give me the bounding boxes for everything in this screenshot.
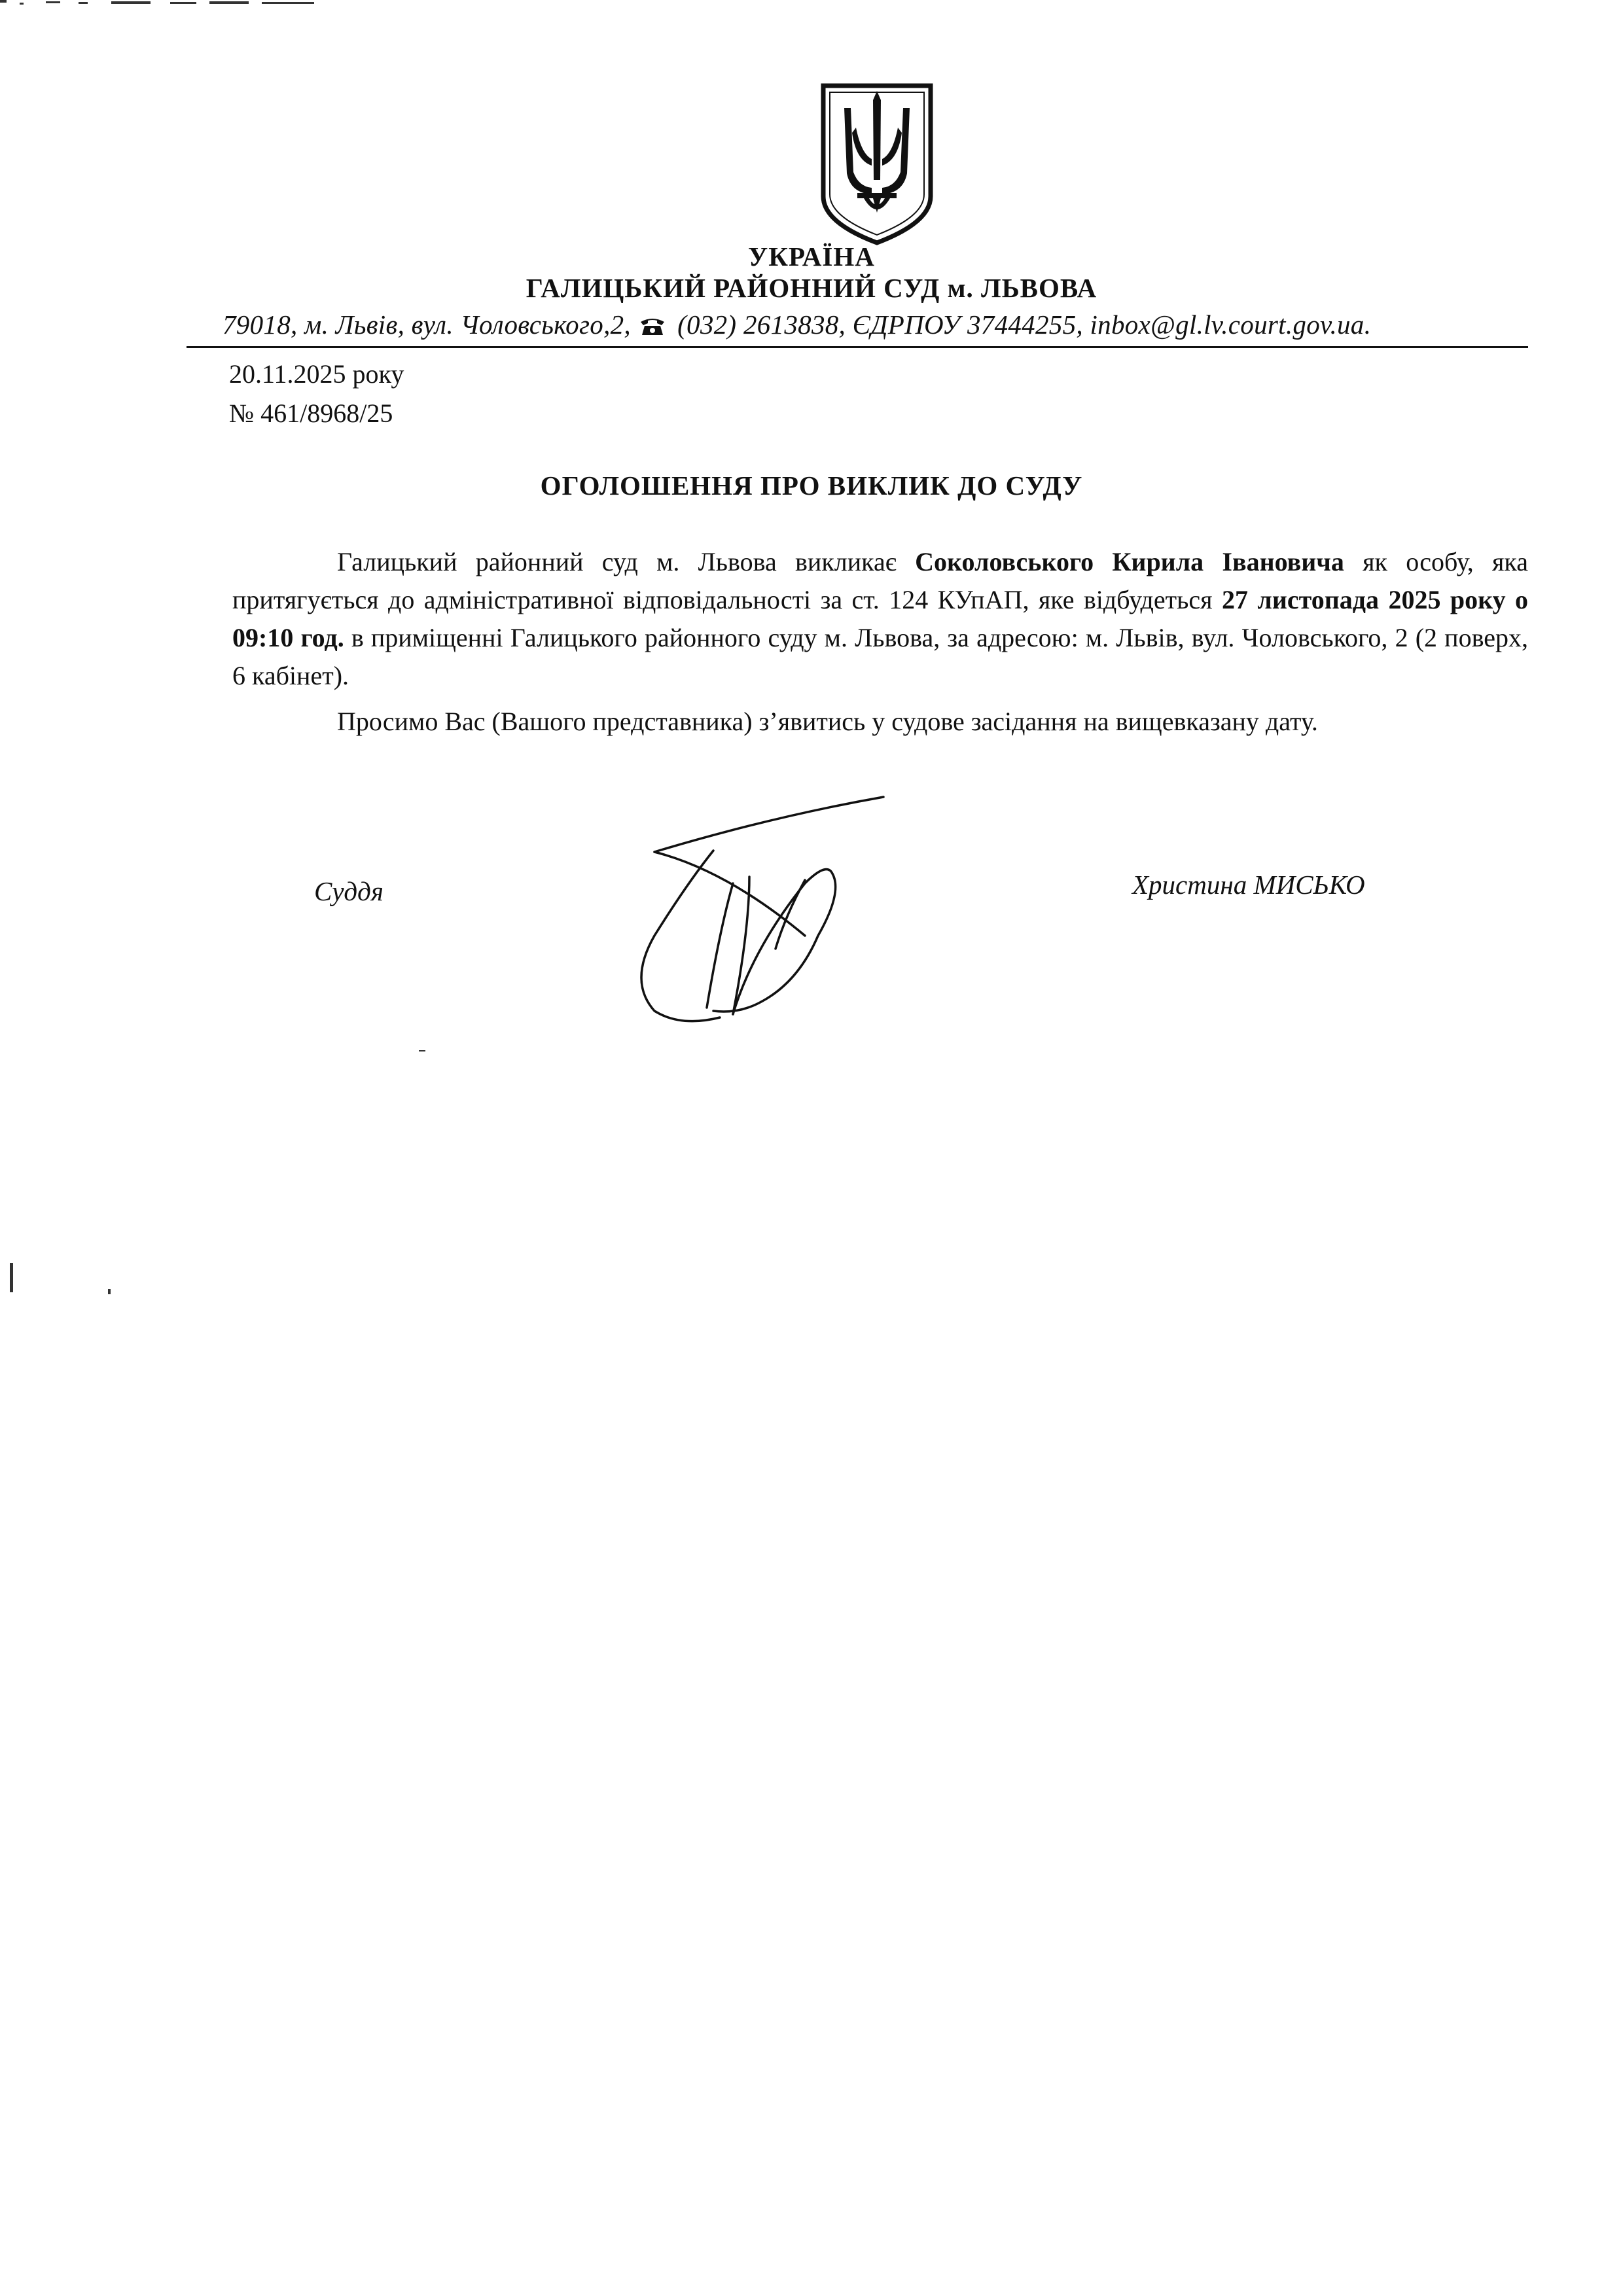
telephone-icon — [639, 315, 666, 336]
notice-paragraph-summons: Галицький районний суд м. Львова викликає Соколовського Кирила Івановича як особу, яка притягується до адміністративної відповідальності за ст. 124 КУпАП, яке відбудеться 27 листопада 2025 року о 09:10 год. в приміщенні Галицького районного суду м. Львова, за адресою: м. Львів, вул. Чоловського, 2 (2 поверх, 6 кабінет). — [232, 547, 1529, 690]
summoned-person-name: Соколовського Кирила Івановича — [915, 547, 1344, 576]
judge-role-label: Суддя — [314, 876, 383, 906]
document-title: ОГОЛОШЕННЯ ПРО ВИКЛИК ДО СУДУ — [540, 470, 1083, 501]
document-date: 20.11.2025 року — [229, 359, 404, 389]
court-address: 79018, м. Львів, вул. Чоловського,2, — [223, 309, 638, 340]
notice-body — [232, 543, 1528, 741]
header-divider — [187, 346, 1528, 348]
handwritten-signature — [609, 785, 897, 1034]
court-contacts: (032) 2613838, ЄДРПОУ 37444255, inbox@gl.lv.court.gov.ua. — [670, 309, 1372, 340]
hearing-datetime: 27 листопада 2025 року о 09:10 год. — [232, 585, 1529, 652]
judge-name: Христина МИСЬКО — [1132, 870, 1365, 900]
case-number: № 461/8968/25 — [229, 398, 393, 428]
country-heading: УКРАЇНА — [748, 241, 875, 272]
ukraine-trident-emblem-icon — [818, 82, 936, 245]
notice-paragraph-request: Просимо Вас (Вашого представника) з’явитись у судове засідання на вищевказану дату. — [337, 707, 1318, 736]
court-name-heading: ГАЛИЦЬКИЙ РАЙОННИЙ СУД м. ЛЬВОВА — [526, 273, 1097, 303]
court-address-line — [223, 309, 1371, 340]
